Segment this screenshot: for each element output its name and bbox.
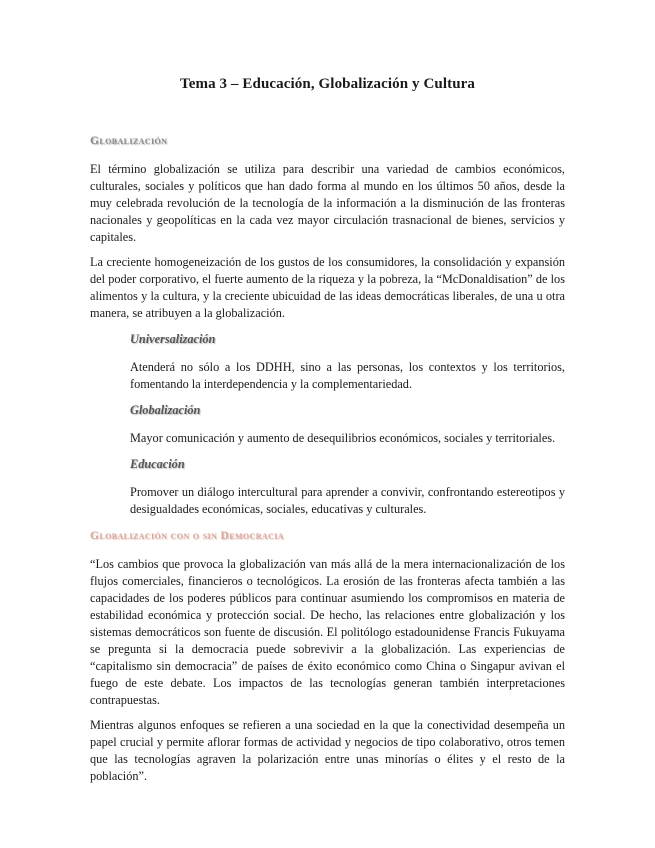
page-title: Tema 3 – Educación, Globalización y Cultura	[179, 76, 476, 92]
subheading-educacion: Educación	[130, 457, 185, 471]
subheading-universalizacion: Universalización	[130, 332, 216, 346]
subheading-globalizacion: Globalización	[130, 403, 201, 417]
paragraph: Mientras algunos enfoques se refieren a una sociedad en la que la conectividad desempeña un papel crucial y permite aflorar formas de actividad y negocios de tipo colaborativo, otros temen que las tecnologías agraven la polarización entre unas minorías o élites y el resto de la población”.	[90, 718, 565, 783]
section-heading-democracia: Globalización con o sin Democracia	[90, 530, 284, 542]
paragraph: La creciente homogeneización de los gustos de los consumidores, la consolidación y expansión del poder corporativo, el fuerte aumento de la riqueza y la pobreza, la “McDonaldisation” de los alimentos y la cultura, y la creciente ubicuidad de las ideas democráticas liberales, de una u otra manera, se atribuyen a la globalización.	[90, 255, 565, 320]
subsection-paragraph: Promover un diálogo intercultural para aprender a convivir, confrontando estereotipos y desigualdades económicas, sociales, educativas y culturales.	[130, 485, 565, 516]
paragraph: El término globalización se utiliza para describir una variedad de cambios económicos, culturales, sociales y políticos que han dado forma al mundo en los últimos 50 años, desde la muy celebrada revolución de la tecnología de la información a la disminución de las fronteras nacionales y geopolíticas en la cada vez mayor circulación trasnacional de bienes, servicios y capitales.	[90, 162, 565, 244]
subsection-paragraph: Mayor comunicación y aumento de desequilibrios económicos, sociales y territoriales.	[130, 431, 556, 445]
subsection-paragraph: Atenderá no sólo a los DDHH, sino a las personas, los contextos y los territorios, fomentando la interdependencia y la complementariedad.	[130, 360, 565, 391]
section-heading-globalizacion: Globalización	[90, 135, 168, 147]
paragraph: “Los cambios que provoca la globalización van más allá de la mera internacionalización de los flujos comerciales, financieros o tecnológicos. La erosión de las fronteras afecta también a las capacidades de los poderes públicos para continuar asumiendo los compromisos en materia de estabilidad económica y protección social. De hecho, las relaciones entre globalización y los sistemas democráticos son fuente de discusión. El politólogo estadounidense Francis Fukuyama se pregunta si la democracia puede sobrevivir a la globalización. Las experiencias de “capitalismo sin democracia” de países de éxito económico como China o Singapur avivan el fuego de este debate. Los impactos de las tecnologías generan también interpretaciones contrapuestas.	[90, 557, 565, 707]
